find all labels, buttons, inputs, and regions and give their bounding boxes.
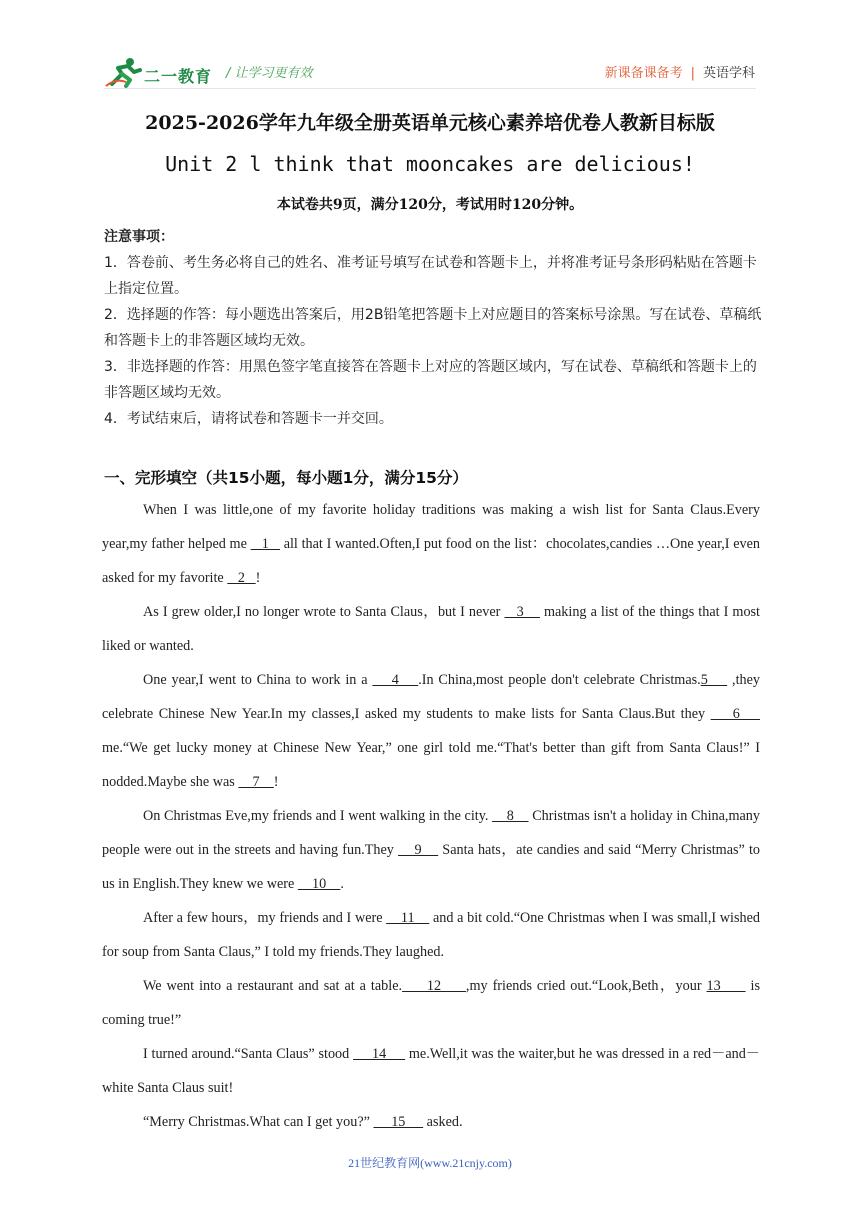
header-slogan: / 让学习更有效 xyxy=(226,66,313,81)
blank-7: 7 xyxy=(238,774,274,790)
blank-8: 8 xyxy=(492,808,529,824)
header-subject xyxy=(605,62,755,81)
passage-paragraph: One year,I went to China to work in a 4 .In China,most people don't celebrate Christmas.5 ,they celebrate Chinese New Year.In my classes,I asked my students to make lists for Santa Claus.But they 6 me.“We get lucky money at Chinese New Year,” one girl told me.“That's better than gift from Santa Claus!” I nodded.Maybe she was 7 ! xyxy=(102,672,761,790)
note-item: 2．选择题的作答：每小题选出答案后，用2B铅笔把答题卡上对应题目的答案标号涂黑。写在试卷、草稿纸和答题卡上的非答题区域均无效。 xyxy=(104,307,762,349)
passage-paragraph: We went into a restaurant and sat at a table. 12 ,my friends cried out.“Look,Beth，your 13 is coming true!” xyxy=(102,978,760,1028)
page-footer: 21世纪教育网(www.21cnjy.com) xyxy=(348,1156,512,1170)
blank-3: 3 xyxy=(504,604,540,620)
section-title: 一、完形填空（共15小题，每小题1分，满分15分） xyxy=(104,469,468,487)
passage-paragraph: “Merry Christmas.What can I get you?” 15 asked. xyxy=(143,1114,463,1130)
header-subject-label: 英语学科 xyxy=(702,66,755,81)
blank-6: 6 xyxy=(710,706,761,722)
notes-heading: 注意事项： xyxy=(104,229,174,245)
blank-10: 10 xyxy=(297,876,341,892)
blank-5: 5 xyxy=(700,672,728,688)
header-divider xyxy=(104,88,756,89)
blank-9: 9 xyxy=(398,842,439,858)
exam-notes xyxy=(104,224,764,432)
passage-paragraph: On Christmas Eve,my friends and I went walking in the city. 8 Christmas isn't a holiday in China,many people were out in the streets and having fun.They 9 Santa hats，ate candies and said “Merry Christmas” to us in English.They knew we were 10 . xyxy=(102,808,760,892)
passage-paragraph: As I grew older,I no longer wrote to Santa Claus，but I never 3 making a list of the things that I most liked or wanted. xyxy=(102,604,760,654)
blank-13: 13 xyxy=(706,978,746,994)
passage-paragraph: After a few hours，my friends and I were 11 and a bit cold.“One Christmas when I was small,I wished for soup from Santa Claus,” I told my friends.They laughed. xyxy=(102,910,760,960)
logo xyxy=(104,56,224,88)
note-item: 3．非选择题的作答：用黑色签字笔直接答在答题卡上对应的答题区域内，写在试卷、草稿纸和答题卡上的非答题区域均无效。 xyxy=(104,359,757,401)
page-header xyxy=(0,0,860,100)
blank-15: 15 xyxy=(373,1114,424,1130)
exam-meta: 本试卷共9页，满分120分，考试用时120分钟。 xyxy=(276,197,584,213)
blank-11: 11 xyxy=(386,910,430,926)
header-course-label: 新课备课备考 xyxy=(604,66,683,81)
blank-12: 12 xyxy=(402,978,466,994)
exam-title: 2025-2026学年九年级全册英语单元核心素养培优卷人教新目标版 xyxy=(145,112,715,134)
passage-paragraph: When I was little,one of my favorite holiday traditions was making a wish list for Santa Claus.Every year,my father helped me 1 all that I wanted.Often,I put food on the list：chocolates,candies …One year,I even asked for my favorite 2 ! xyxy=(102,502,761,586)
unit-title: Unit 2 l think that mooncakes are delicious! xyxy=(165,152,695,176)
blank-4: 4 xyxy=(372,672,419,688)
note-item: 1．答卷前、考生务必将自己的姓名、准考证号填写在试卷和答题卡上，并将准考证号条形码粘贴在答题卡上指定位置。 xyxy=(104,255,757,297)
blank-14: 14 xyxy=(353,1046,406,1062)
header-separator: | xyxy=(690,66,695,81)
blank-2: 2 xyxy=(227,570,256,586)
blank-1: 1 xyxy=(250,536,280,552)
runner-logo-icon xyxy=(104,56,144,88)
passage-paragraph: I turned around.“Santa Claus” stood 14 me.Well,it was the waiter,but he was dressed in a red－and－white Santa Claus suit! xyxy=(102,1046,760,1096)
logo-text: 二一教育 xyxy=(144,67,213,86)
note-item: 4．考试结束后，请将试卷和答题卡一并交回。 xyxy=(104,411,393,427)
cloze-passage xyxy=(102,493,760,1139)
